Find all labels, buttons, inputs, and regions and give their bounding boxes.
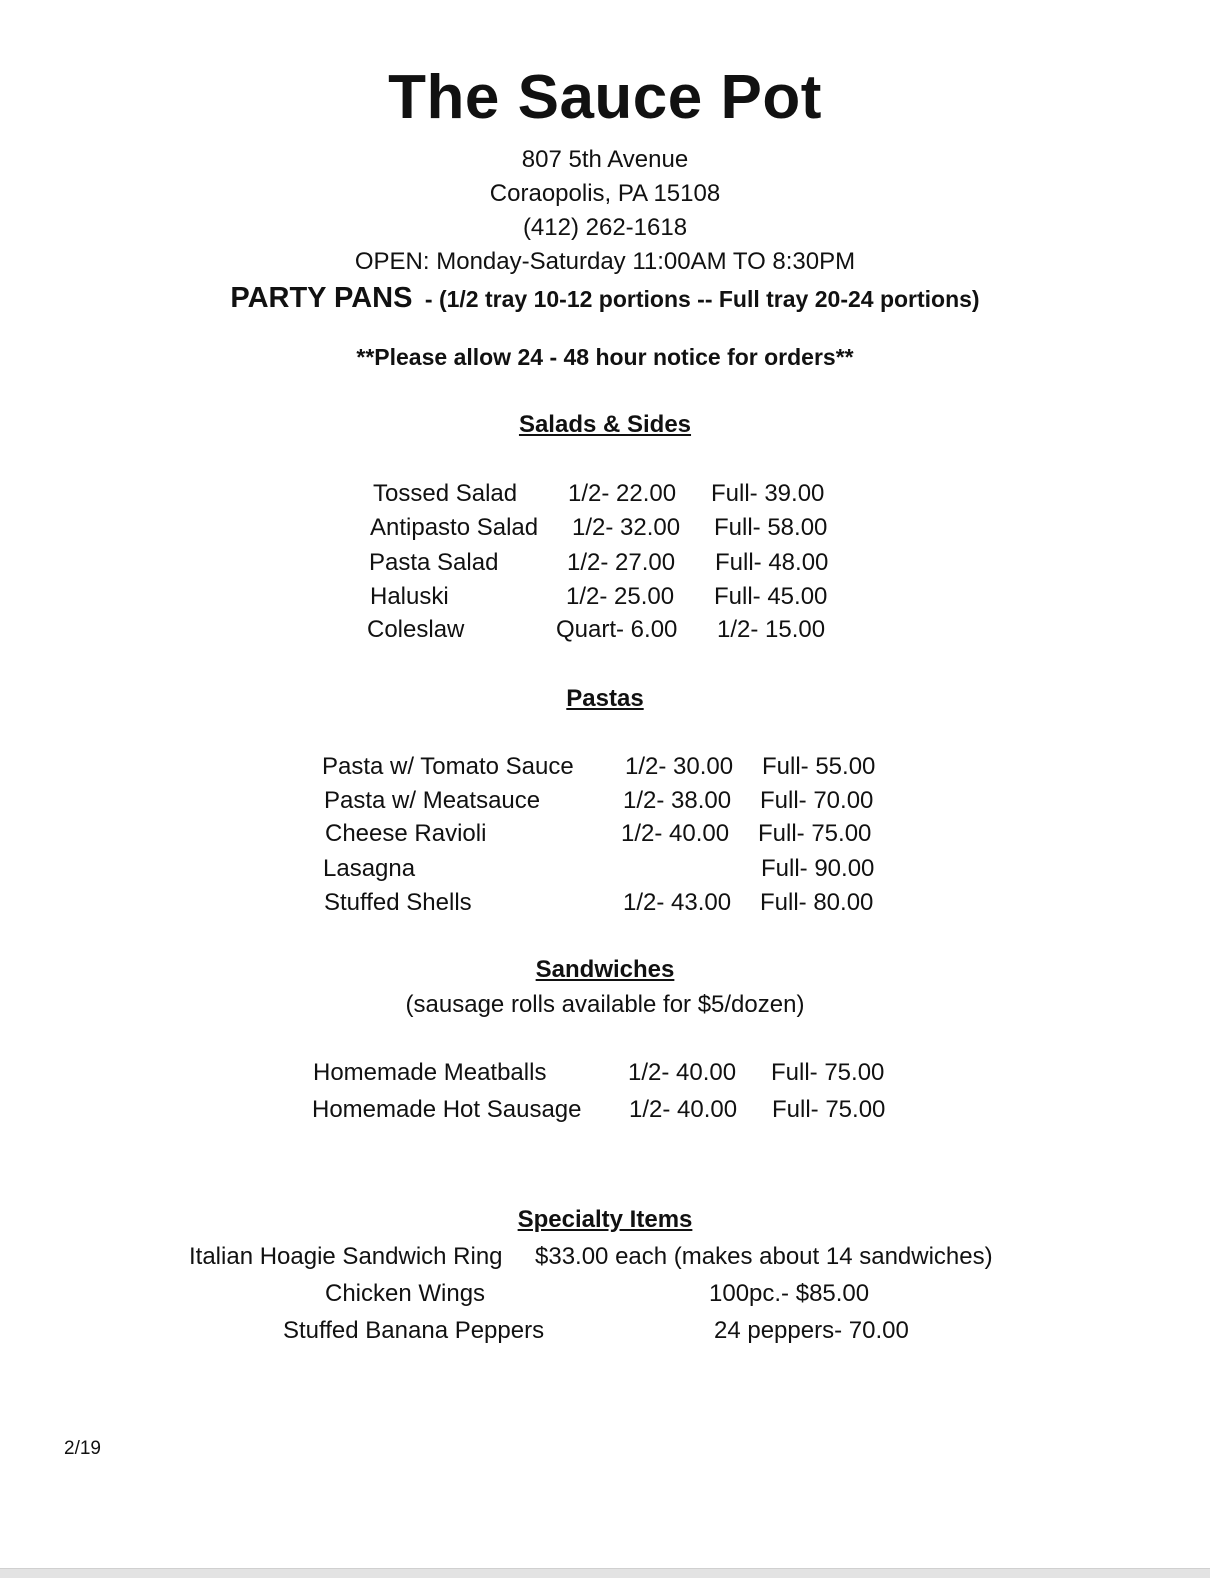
menu-item-price-half: 1/2- 25.00 [566, 583, 675, 610]
menu-item-price-full: Full- 75.00 [771, 1059, 885, 1086]
menu-item-price-full: Full- 58.00 [714, 514, 828, 541]
menu-item-price-half: Quart- 6.00 [556, 616, 678, 643]
phone-number: (412) 262-1618 [522, 214, 688, 241]
menu-item-name: Haluski [370, 583, 449, 610]
menu-item-name: Homemade Hot Sausage [312, 1096, 582, 1123]
sandwiches-note: (sausage rolls available for $5/dozen) [405, 991, 805, 1018]
menu-item-price-half: 1/2- 27.00 [567, 549, 676, 576]
menu-item-name: Homemade Meatballs [313, 1059, 547, 1086]
menu-item-name: Stuffed Banana Peppers [283, 1317, 545, 1344]
section-title-salads: Salads & Sides [518, 411, 692, 438]
menu-item-name: Stuffed Shells [324, 889, 472, 916]
restaurant-title: The Sauce Pot [388, 63, 822, 132]
address-line-2: Coraopolis, PA 15108 [489, 180, 721, 207]
menu-item-name: Pasta w/ Tomato Sauce [322, 753, 574, 780]
menu-item-name: Cheese Ravioli [325, 820, 487, 847]
menu-item-price-half: 1/2- 38.00 [623, 787, 732, 814]
address-line-1: 807 5th Avenue [521, 146, 689, 173]
menu-item-name: Pasta Salad [369, 549, 499, 576]
menu-item-name: Lasagna [323, 855, 416, 882]
party-pans-heading [0, 282, 1210, 315]
menu-item-price-half: 1/2- 30.00 [625, 753, 734, 780]
menu-item-price-half: 1/2- 40.00 [628, 1059, 737, 1086]
menu-item-price-full: Full- 55.00 [762, 753, 876, 780]
menu-item-price-full: Full- 75.00 [772, 1096, 886, 1123]
menu-item-price-full: Full- 75.00 [758, 820, 872, 847]
menu-item-price-full: Full- 48.00 [715, 549, 829, 576]
menu-item-price-half: 1/2- 40.00 [629, 1096, 738, 1123]
menu-item-price-full: Full- 90.00 [761, 855, 875, 882]
section-title-pastas: Pastas [566, 685, 644, 712]
menu-item-price-full: Full- 70.00 [760, 787, 874, 814]
menu-item-name: Chicken Wings [325, 1280, 486, 1307]
menu-item-price-full: 1/2- 15.00 [717, 616, 826, 643]
menu-item-price-half: 1/2- 22.00 [568, 480, 677, 507]
menu-item-price-half: 1/2- 40.00 [621, 820, 730, 847]
menu-item-name: Antipasto Salad [370, 514, 539, 541]
menu-item-price-full: Full- 80.00 [760, 889, 874, 916]
section-title-sandwiches: Sandwiches [535, 956, 675, 983]
party-pans-label: PARTY PANS [230, 282, 413, 314]
menu-item-price-full: Full- 45.00 [714, 583, 828, 610]
party-pans-detail: - (1/2 tray 10-12 portions -- Full tray 20-24 portions) [424, 286, 980, 312]
menu-item-name: Italian Hoagie Sandwich Ring [189, 1243, 503, 1270]
date-code: 2/19 [64, 1438, 101, 1459]
menu-item-name: Coleslaw [367, 616, 465, 643]
menu-item-name: Tossed Salad [373, 480, 518, 507]
menu-item-price-full: Full- 39.00 [711, 480, 825, 507]
menu-item-price: 24 peppers- 70.00 [714, 1317, 909, 1344]
menu-item-name: Pasta w/ Meatsauce [324, 787, 541, 814]
menu-item-price: 100pc.- $85.00 [709, 1280, 870, 1307]
order-notice: **Please allow 24 - 48 hour notice for orders** [356, 344, 854, 370]
section-title-specialty: Specialty Items [517, 1206, 693, 1233]
opening-hours: OPEN: Monday-Saturday 11:00AM TO 8:30PM [354, 248, 856, 275]
menu-item-price-half: 1/2- 32.00 [572, 514, 681, 541]
menu-item-price-half: 1/2- 43.00 [623, 889, 732, 916]
menu-item-price: $33.00 each (makes about 14 sandwiches) [535, 1243, 993, 1270]
